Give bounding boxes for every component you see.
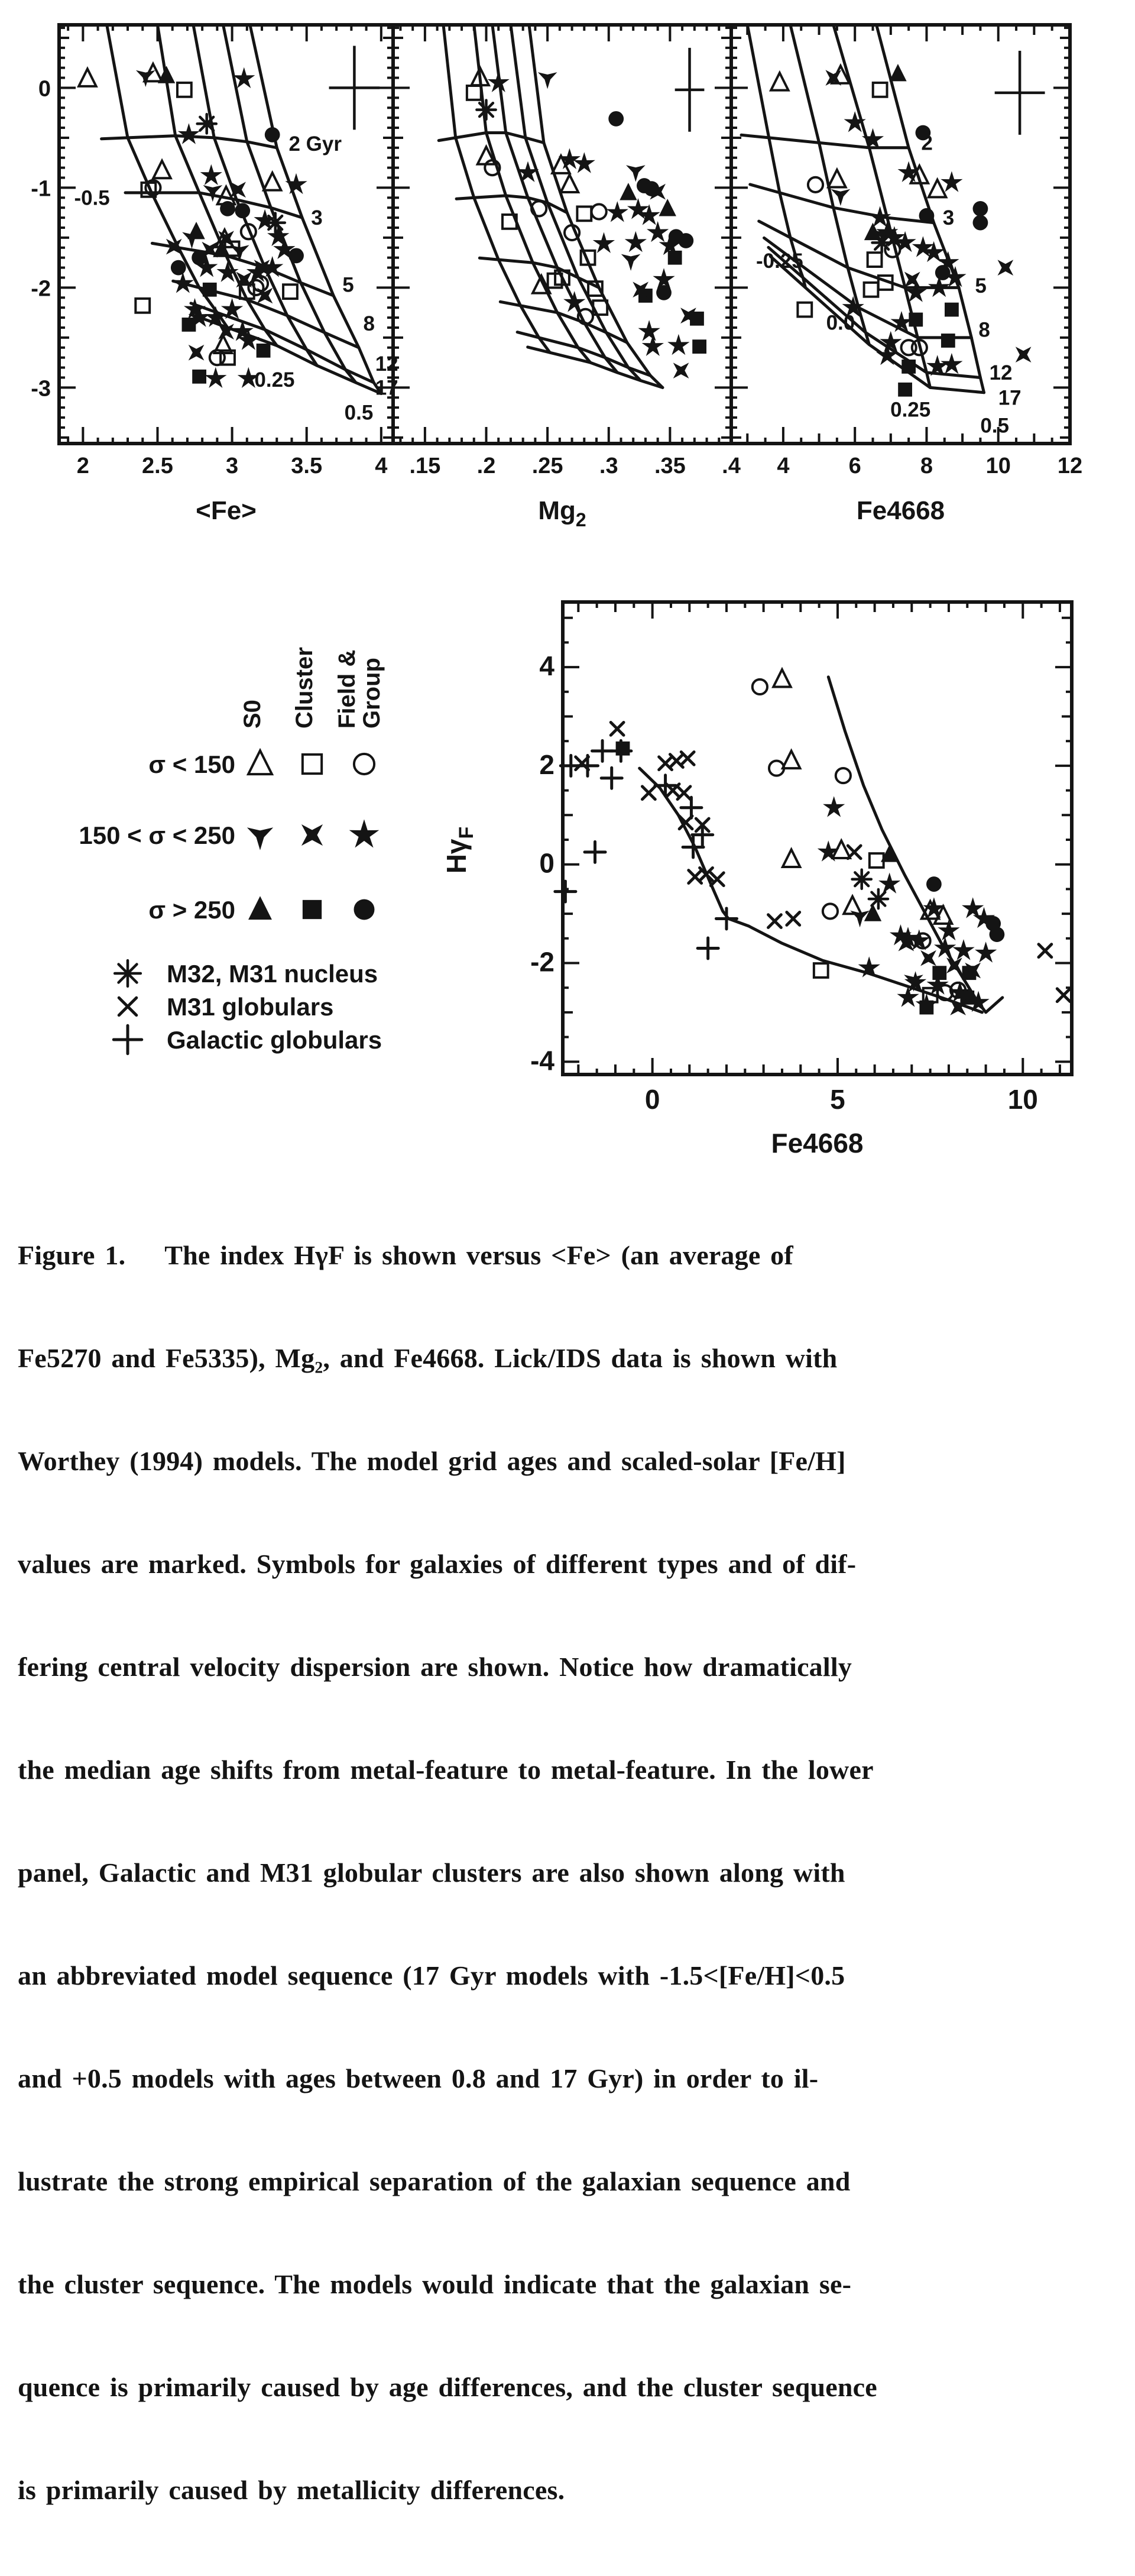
marker-circ-fill — [973, 201, 988, 216]
marker-star5 — [975, 941, 997, 963]
y-tick-label: -3 — [31, 376, 51, 402]
marker-star5 — [178, 123, 200, 144]
marker-tri-open — [771, 73, 788, 90]
x-axis-title-main: Fe4668 — [856, 496, 945, 525]
marker-circ-fill — [926, 876, 942, 892]
marker-sq-fill — [192, 370, 206, 384]
legend-row-label: 150 < σ < 250 — [79, 821, 235, 849]
x-axis-title — [857, 496, 945, 525]
caption-line: and +0.5 models with ages between 0.8 and 17 Gyr) in order to il- — [18, 2063, 819, 2093]
marker-sq-open — [177, 83, 192, 97]
x-tick-label: 3 — [226, 454, 239, 478]
marker-tri-fill — [889, 64, 906, 81]
legend-column-header: Field & — [334, 649, 360, 729]
x-tick-label: 6 — [848, 454, 861, 478]
grid-age-feh-label: 17 — [375, 376, 398, 400]
figure-caption — [18, 1170, 1100, 2576]
x-tick-label: .15 — [409, 454, 441, 478]
marker-sq-fill — [692, 339, 706, 354]
marker-star4 — [920, 950, 936, 966]
marker-star5 — [488, 71, 510, 92]
grid-age-feh-label: 3 — [311, 206, 323, 230]
y-tick-label: 4 — [539, 651, 554, 682]
x-axis-title — [771, 1128, 863, 1158]
marker-tri-fill — [158, 66, 175, 83]
grid-age-feh-label: 0.0 — [826, 311, 855, 335]
marker-star5 — [638, 320, 660, 341]
marker-circ-fill — [935, 265, 951, 280]
x-tick-label: .25 — [531, 454, 563, 478]
marker-star4 — [946, 957, 962, 973]
caption-line: Fe5270 and Fe5335), Mg₂, and Fe4668. Lick/IDS data is shown with — [18, 1343, 838, 1373]
grid-age-feh-label: 0.25 — [890, 398, 931, 422]
marker-tri3 — [621, 254, 641, 271]
marker-tri-open — [783, 751, 800, 768]
marker-sq-fill — [945, 303, 959, 317]
caption-line: Figure 1. The index HγF is shown versus <Fe> (an average of — [18, 1240, 793, 1270]
marker-star4 — [998, 260, 1014, 276]
marker-tri-open — [783, 850, 800, 867]
model-sequence-line — [828, 677, 1003, 1012]
marker-sq-fill — [203, 283, 217, 297]
marker-tri3 — [538, 72, 557, 89]
marker-sq-open — [135, 299, 150, 313]
marker-tri-open — [79, 69, 96, 86]
marker-star4 — [673, 363, 689, 378]
grid-age-feh-label: -0.25 — [755, 249, 803, 273]
y-tick-label: -4 — [530, 1045, 554, 1076]
model-grid-age-line — [741, 135, 909, 148]
y-axis-title — [441, 827, 478, 874]
y-tick-label: 0 — [539, 847, 554, 879]
grid-age-feh-label: 2 Gyr — [288, 132, 342, 156]
marker-star5 — [941, 171, 962, 192]
x-tick-label: 5 — [830, 1084, 845, 1115]
x-tick-label: 3.5 — [291, 454, 323, 478]
marker-star4 — [301, 824, 323, 846]
marker-circ-fill — [973, 215, 988, 231]
grid-age-feh-label: 0.5 — [344, 401, 374, 425]
marker-star5 — [625, 231, 647, 252]
x-tick-label: 10 — [1007, 1084, 1038, 1115]
marker-sq-open — [797, 303, 812, 317]
marker-tri-fill — [620, 183, 637, 200]
marker-circ-fill — [265, 127, 280, 143]
legend-extra-label: Galactic globulars — [167, 1026, 382, 1054]
marker-star5 — [607, 201, 628, 222]
marker-sq-open — [873, 83, 887, 97]
marker-tri-open — [561, 175, 578, 192]
caption-line: an abbreviated model sequence (17 Gyr models with -1.5<[Fe/H]<0.5 — [18, 1960, 845, 1991]
y-tick-label: -1 — [31, 176, 51, 202]
marker-sq-open — [283, 284, 297, 299]
caption-line: fering central velocity dispersion are shown. Notice how dramatically — [18, 1652, 852, 1682]
grid-age-feh-label: 17 — [998, 386, 1022, 410]
marker-sq-fill — [616, 742, 630, 756]
marker-tri3 — [247, 827, 273, 850]
marker-sq-fill — [909, 313, 923, 327]
model-grid-feh-line — [158, 25, 277, 345]
marker-circ-fill — [220, 201, 235, 216]
marker-circ-open — [836, 768, 851, 783]
x-axis-title — [196, 496, 257, 525]
marker-circ-fill — [990, 927, 1005, 942]
marker-sq-fill — [668, 251, 682, 265]
model-grid-feh-line — [474, 25, 591, 363]
marker-star5 — [349, 819, 380, 847]
marker-sq-open — [864, 283, 878, 297]
marker-tri-open — [264, 173, 281, 190]
marker-circ-open — [808, 177, 823, 192]
x-tick-label: .4 — [722, 454, 741, 478]
y-tick-label: 0 — [38, 76, 51, 102]
x-tick-label: 2 — [76, 454, 89, 478]
marker-circ-fill — [656, 285, 672, 300]
marker-tri3 — [136, 70, 155, 87]
grid-age-feh-label: 5 — [975, 274, 987, 298]
grid-age-feh-label: 2 — [921, 131, 933, 155]
y-tick-label: 2 — [539, 749, 554, 780]
marker-sq-fill — [257, 344, 271, 358]
marker-tri-open — [929, 180, 946, 197]
marker-tri-open — [773, 669, 790, 687]
marker-circ-open — [592, 204, 607, 219]
legend-extra-label: M32, M31 nucleus — [167, 960, 378, 988]
marker-tri-fill — [248, 896, 272, 920]
marker-circ-open — [248, 280, 263, 295]
caption-line: the cluster sequence. The models would indicate that the galaxian se- — [18, 2269, 852, 2299]
marker-circ-fill — [192, 250, 207, 266]
y-axis-title-sub: F — [455, 826, 478, 839]
x-axis-title-main: <Fe> — [196, 496, 257, 525]
marker-sq-open — [814, 963, 828, 978]
legend-column-header: S0 — [239, 700, 265, 729]
grid-age-feh-label: 8 — [978, 318, 990, 342]
x-axis-title-main: Fe4668 — [771, 1128, 864, 1158]
grid-age-feh-label: 3 — [942, 206, 955, 230]
grid-age-feh-label: 0.25 — [254, 368, 295, 391]
legend-row-label: σ < 150 — [148, 750, 235, 778]
legend-column-header: Cluster — [291, 647, 317, 729]
panel-mg2 — [393, 25, 741, 530]
caption-line: the median age shifts from metal-feature to metal-feature. In the lower — [18, 1755, 874, 1785]
marker-sq-fill — [303, 900, 322, 919]
y-tick-label: -2 — [31, 276, 51, 302]
x-tick-label: 4 — [777, 454, 790, 478]
marker-star4 — [904, 272, 920, 288]
y-tick-label: -2 — [530, 946, 554, 978]
marker-circ-fill — [608, 111, 624, 127]
marker-star5 — [952, 939, 974, 960]
marker-circ-open — [753, 679, 767, 694]
x-tick-label: .35 — [654, 454, 686, 478]
marker-circ-fill — [235, 203, 250, 218]
x-tick-label: .2 — [476, 454, 496, 478]
marker-star4 — [1016, 347, 1032, 363]
marker-star5 — [962, 897, 984, 918]
legend-column-header: Group — [359, 658, 385, 729]
x-tick-label: 8 — [920, 454, 933, 478]
symbol-legend — [79, 647, 385, 1054]
marker-sq-fill — [932, 966, 946, 980]
panel-fe4668 — [731, 25, 1082, 525]
marker-tri-fill — [187, 222, 205, 239]
marker-tri-fill — [659, 199, 676, 216]
marker-star5 — [934, 937, 956, 957]
grid-age-feh-label: 0.5 — [980, 414, 1009, 438]
marker-circ-fill — [919, 208, 935, 224]
caption-line: is primarily caused by metallicity differences. — [18, 2475, 565, 2505]
marker-tri-open — [248, 750, 272, 774]
marker-star5 — [573, 152, 595, 173]
x-tick-label: .3 — [599, 454, 618, 478]
marker-sq-open — [467, 86, 481, 100]
marker-star5 — [200, 164, 222, 185]
x-tick-label: 10 — [985, 454, 1011, 478]
marker-star4 — [950, 999, 966, 1015]
x-tick-label: 0 — [644, 1084, 660, 1115]
legend-row-label: σ > 250 — [148, 896, 235, 924]
marker-sq-fill — [901, 360, 916, 374]
x-tick-label: 4 — [375, 454, 388, 478]
marker-star4 — [189, 345, 205, 361]
panel-hg — [441, 602, 1072, 1158]
caption-line: quence is primarily caused by age differences, and the cluster sequence — [18, 2372, 877, 2402]
model-grid-age-line — [750, 185, 934, 223]
marker-star5 — [216, 261, 238, 282]
grid-age-feh-label: 12 — [989, 361, 1013, 385]
marker-sq-fill — [182, 318, 196, 332]
marker-tri-open — [828, 170, 845, 187]
legend-extra-label: M31 globulars — [167, 993, 334, 1021]
marker-sq-open — [303, 755, 322, 774]
x-tick-label: 12 — [1057, 454, 1083, 478]
grid-age-feh-label: 12 — [375, 352, 398, 376]
x-axis-title — [538, 496, 586, 530]
x-tick-label: 2.5 — [142, 454, 173, 478]
grid-age-feh-label: -0.5 — [74, 186, 110, 210]
grid-age-feh-label: 8 — [363, 312, 375, 336]
data-points — [555, 669, 1070, 1015]
marker-star5 — [205, 367, 226, 388]
y-axis-title-main: Hγ — [441, 839, 472, 874]
marker-circ-open — [823, 904, 838, 918]
grid-age-feh-label: 5 — [342, 273, 354, 297]
marker-circ-open — [354, 754, 374, 774]
caption-line: values are marked. Symbols for galaxies of different types and of dif- — [18, 1549, 857, 1579]
marker-sq-fill — [941, 334, 955, 348]
marker-tri-open — [153, 161, 170, 178]
caption-line: panel, Galactic and M31 globular clusters are also shown along with — [18, 1857, 845, 1888]
panel-fe — [31, 25, 398, 525]
marker-circ-fill — [354, 899, 375, 920]
marker-circ-fill — [288, 248, 304, 263]
marker-sq-open — [577, 206, 591, 221]
x-axis-title-main: Mg — [538, 496, 576, 525]
marker-star5 — [823, 796, 845, 817]
marker-circ-fill — [678, 233, 693, 248]
marker-sq-fill — [898, 383, 912, 397]
marker-sq-open — [870, 853, 884, 868]
caption-line: lustrate the strong empirical separation of the galaxian sequence and — [18, 2166, 851, 2196]
x-axis-title-sub: 2 — [575, 509, 586, 530]
marker-star5 — [667, 334, 689, 355]
marker-star5 — [878, 873, 900, 894]
marker-sq-open — [868, 253, 882, 267]
marker-star5 — [647, 221, 669, 242]
caption-line: Worthey (1994) models. The model grid ages and scaled-solar [Fe/H] — [18, 1446, 846, 1476]
figure-plots-svg — [0, 0, 1135, 1162]
marker-sq-fill — [919, 1001, 933, 1015]
marker-circ-fill — [171, 260, 186, 276]
